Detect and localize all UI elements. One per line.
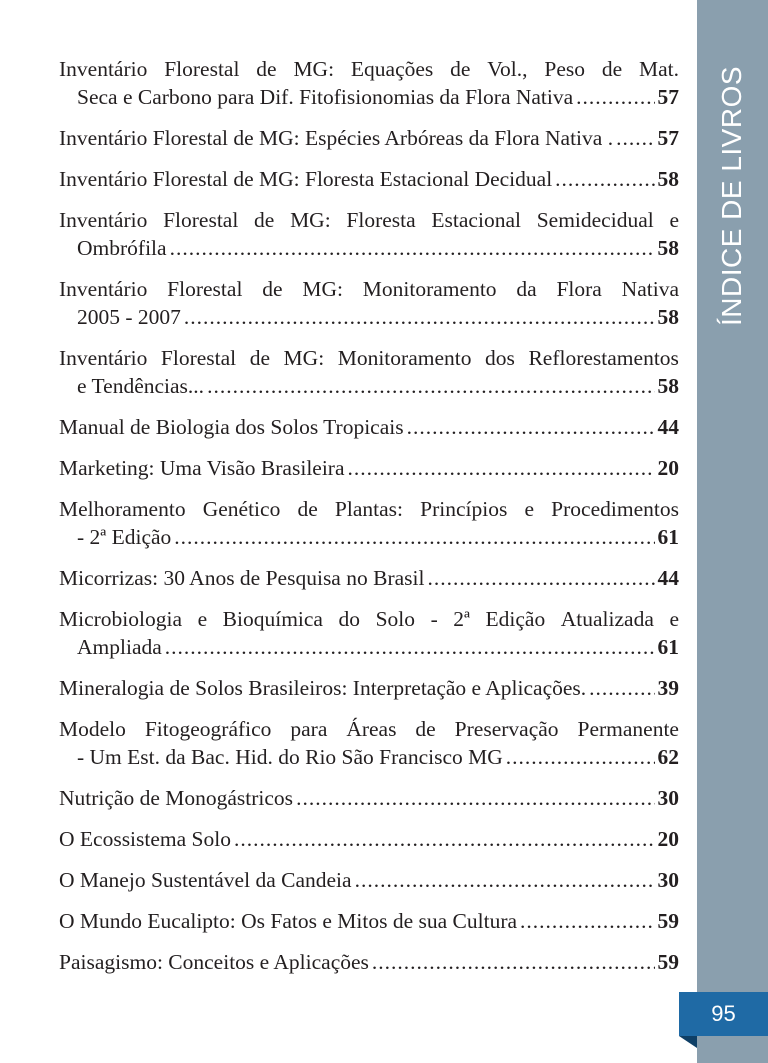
index-entry [59,344,679,400]
sidebar-title-text: ÍNDICE DE LIVROS [716,65,748,327]
dot-leader [296,784,654,812]
index-entry [59,907,679,935]
index-entry-line [59,344,679,372]
index-entry-line [59,413,679,441]
index-entry-title: Paisagismo: Conceitos e Aplicações [59,950,369,974]
dot-leader [427,564,654,592]
index-entry-title: Inventário Florestal de MG: Equações de Vol., Peso de Mat. [59,57,679,81]
index-entry-line [59,948,679,976]
index-entry-line [59,83,679,111]
index-entry-page: 57 [657,126,679,150]
index-entry-title: Micorrizas: 30 Anos de Pesquisa no Brasil [59,566,425,590]
index-entry-line [59,275,679,303]
index-entry [59,715,679,771]
index-entry-page: 44 [657,566,679,590]
index-entry-title: - Um Est. da Bac. Hid. do Rio São Francisco MG [77,745,503,769]
index-entry-page: 62 [657,745,679,769]
index-entry-page: 57 [657,85,679,109]
index-entry-title: Microbiologia e Bioquímica do Solo - 2ª Edição Atualizada e [59,607,679,631]
page-number-box [679,992,768,1036]
book-index-list [59,55,679,989]
index-entry [59,206,679,262]
index-entry-title: Mineralogia de Solos Brasileiros: Interpretação e Aplicações. [59,676,587,700]
index-entry-title: 2005 - 2007 [77,305,181,329]
index-entry-line [59,564,679,592]
index-entry-title: Modelo Fitogeográfico para Áreas de Preservação Permanente [59,717,679,741]
index-entry-title: Inventário Florestal de MG: Floresta Estacional Decidual [59,167,553,191]
index-entry-title: Melhoramento Genético de Plantas: Princípios e Procedimentos [59,497,679,521]
index-entry-line [59,495,679,523]
dot-leader [170,234,655,262]
index-entry-page: 44 [657,415,679,439]
dot-leader [372,948,655,976]
index-entry-line [59,165,679,193]
index-entry-title: e Tendências... [77,374,205,398]
dot-leader [520,907,654,935]
index-entry-title: Seca e Carbono para Dif. Fitofisionomias da Flora Nativa [77,85,574,109]
index-entry [59,275,679,331]
index-entry-line [59,206,679,234]
index-entry-line [59,674,679,702]
index-entry [59,866,679,894]
index-entry-page: 59 [657,909,679,933]
index-entry-line [59,907,679,935]
dot-leader [207,372,654,400]
index-entry-page: 58 [657,305,679,329]
dot-leader [165,633,655,661]
index-entry-line [59,784,679,812]
index-entry-page: 61 [657,525,679,549]
index-entry [59,124,679,152]
index-entry [59,495,679,551]
index-entry-line [59,605,679,633]
index-entry-page: 39 [657,676,679,700]
index-entry-line [59,303,679,331]
index-entry-title: Manual de Biologia dos Solos Tropicais [59,415,404,439]
index-entry-line [59,454,679,482]
index-entry-page: 59 [657,950,679,974]
index-entry-title: O Manejo Sustentável da Candeia [59,868,352,892]
index-entry-page: 58 [657,167,679,191]
dot-leader [576,83,654,111]
index-entry [59,825,679,853]
index-entry-page: 61 [657,635,679,659]
index-entry-title: Inventário Florestal de MG: Floresta Estacional Semidecidual e [59,208,679,232]
dot-leader [234,825,655,853]
index-entry-line [59,743,679,771]
index-entry-line [59,372,679,400]
index-entry-line [59,55,679,83]
index-entry-page: 30 [657,868,679,892]
index-entry-line [59,715,679,743]
index-entry-title: Ampliada [77,635,162,659]
dot-leader [184,303,655,331]
dot-leader [506,743,655,771]
index-entry [59,784,679,812]
index-entry-line [59,633,679,661]
dot-leader [616,124,654,152]
index-entry-title: O Ecossistema Solo [59,827,231,851]
index-entry-page: 30 [657,786,679,810]
index-entry [59,605,679,661]
index-entry [59,55,679,111]
index-entry [59,948,679,976]
page-tab-fold [679,1036,697,1048]
index-entry-title: Inventário Florestal de MG: Espécies Arbóreas da Flora Nativa . [59,126,614,150]
dot-leader [407,413,655,441]
index-entry [59,674,679,702]
index-entry-title: Nutrição de Monogástricos [59,786,294,810]
index-entry-page: 58 [657,374,679,398]
dot-leader [589,674,654,702]
dot-leader [174,523,654,551]
index-entry-line [59,124,679,152]
index-entry-title: O Mundo Eucalipto: Os Fatos e Mitos de sua Cultura [59,909,518,933]
index-entry-title: - 2ª Edição [77,525,172,549]
index-entry-page: 20 [657,827,679,851]
index-entry-page: 58 [657,236,679,260]
index-entry-title: Marketing: Uma Visão Brasileira [59,456,345,480]
index-entry [59,413,679,441]
dot-leader [348,454,655,482]
index-entry [59,454,679,482]
index-entry-line [59,866,679,894]
index-entry-page: 20 [657,456,679,480]
index-entry-title: Ombrófila [77,236,167,260]
sidebar-title [698,60,767,332]
index-entry-line [59,825,679,853]
dot-leader [355,866,655,894]
page-number: 95 [711,1001,736,1026]
index-entry-title: Inventário Florestal de MG: Monitoramento da Flora Nativa [59,277,679,301]
index-entry [59,564,679,592]
index-entry-title: Inventário Florestal de MG: Monitoramento dos Reflorestamentos [59,346,679,370]
index-entry-line [59,523,679,551]
dot-leader [555,165,654,193]
index-entry-line [59,234,679,262]
index-entry [59,165,679,193]
